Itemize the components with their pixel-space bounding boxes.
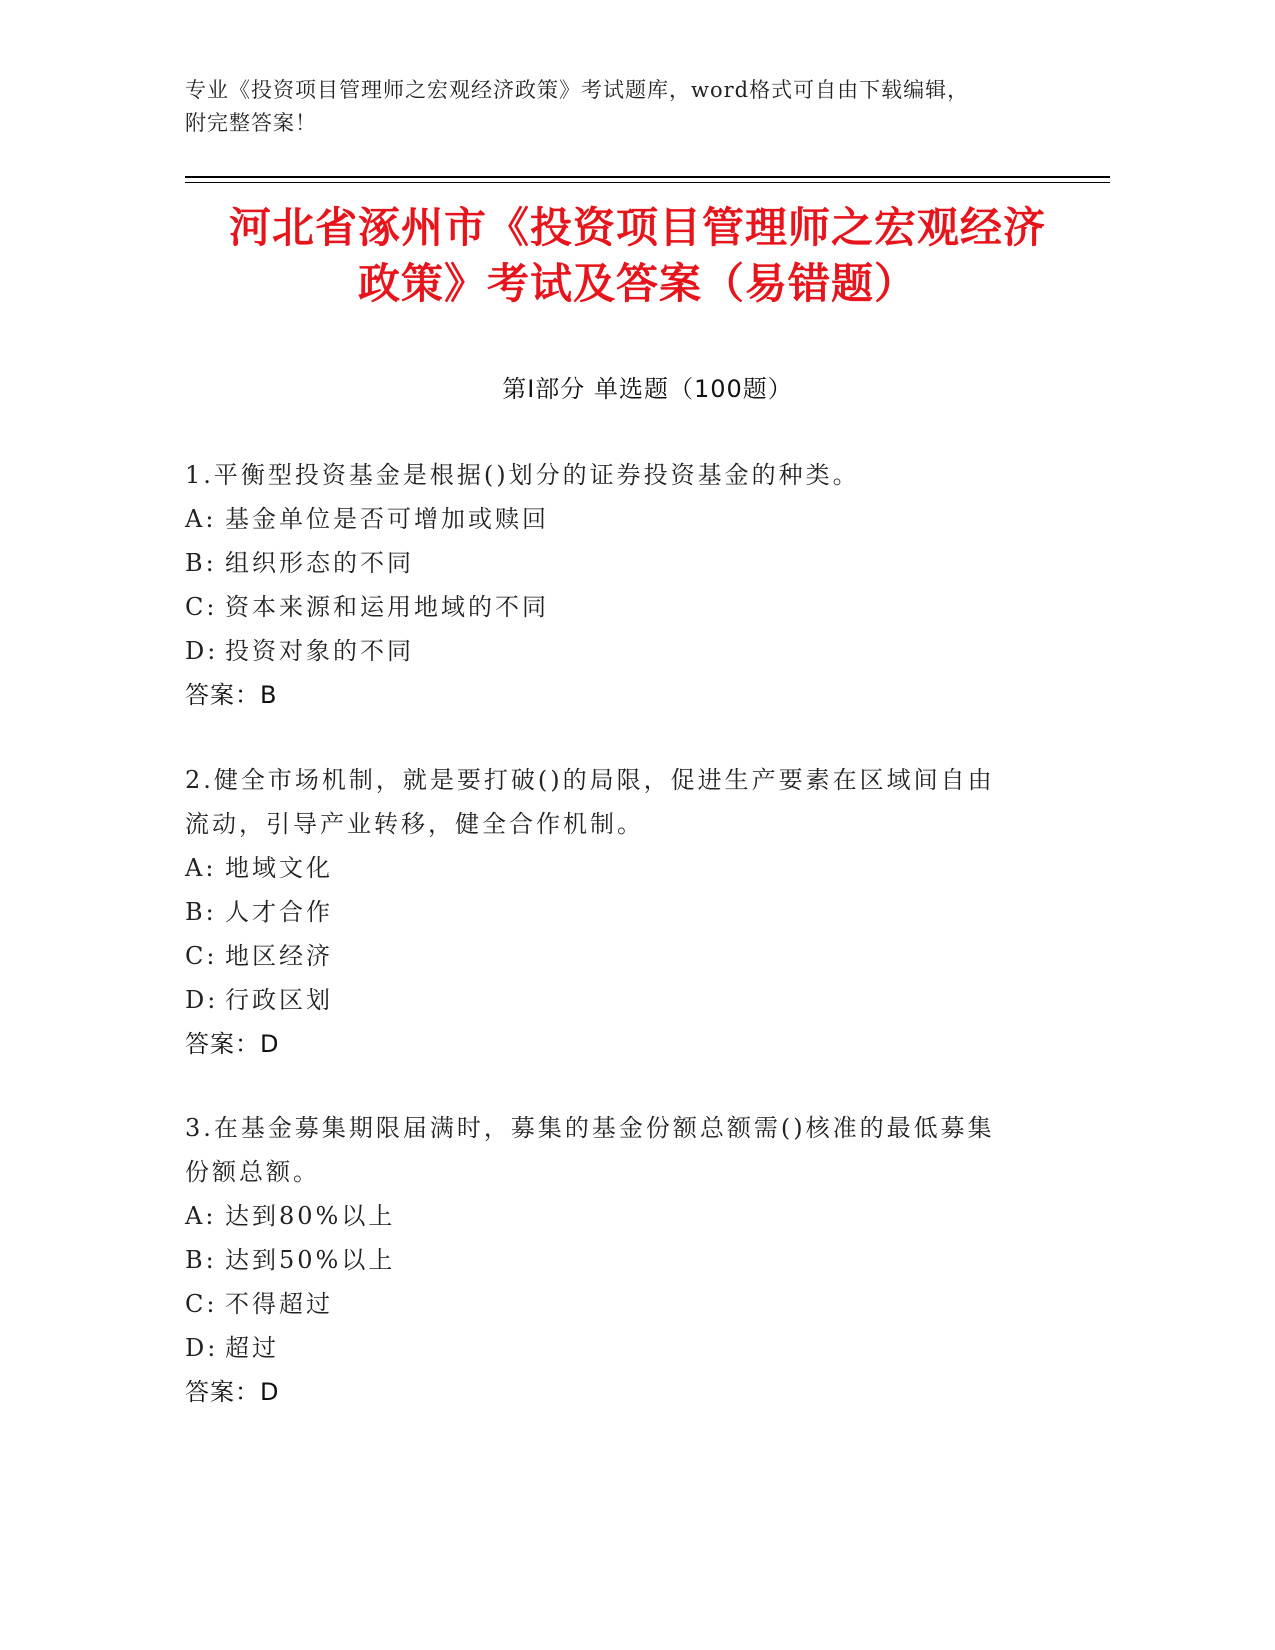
question-stem: 份额总额。 [185,1158,320,1186]
option-a [185,846,1065,890]
option-text: 基金单位是否可增加或赎回 [225,505,549,533]
question-stem: 2.健全市场机制，就是要打破()的局限，促进生产要素在区域间自由 [185,766,995,794]
option-key: D: [185,637,219,665]
option-text: 不得超过 [225,1290,333,1318]
option-key: A: [185,854,217,882]
option-d [185,1326,1065,1370]
option-c [185,1282,1065,1326]
option-key: C: [185,593,218,621]
question-stem: 1.平衡型投资基金是根据()划分的证券投资基金的种类。 [185,461,860,489]
option-b [185,1238,1065,1282]
option-key: C: [185,1290,218,1318]
option-c [185,934,1065,978]
question-stem: 流动，引导产业转移，健全合作机制。 [185,810,644,838]
option-b [185,890,1065,934]
option-text: 地域文化 [225,854,333,882]
option-text: 达到80%以上 [225,1202,396,1230]
document-title-line: 政策》考试及答案（易错题） [357,259,917,308]
option-text: 资本来源和运用地域的不同 [225,593,549,621]
header-note [185,74,1065,140]
option-a [185,1194,1065,1238]
option-key: B: [185,549,217,577]
option-text: 地区经济 [225,942,333,970]
question-block [185,758,1065,1066]
header-rule-thick [185,176,1110,178]
option-key: B: [185,898,217,926]
option-text: 投资对象的不同 [225,637,414,665]
answer-line: 答案：B [185,681,278,709]
question-block [185,1106,1065,1414]
option-text: 组织形态的不同 [225,549,414,577]
answer-line: 答案：D [185,1378,280,1406]
option-key: C: [185,942,218,970]
option-key: D: [185,1334,219,1362]
option-text: 行政区划 [225,986,333,1014]
document-title [160,200,1115,312]
option-c [185,585,1065,629]
option-key: D: [185,986,219,1014]
option-text: 人才合作 [225,898,333,926]
option-key: A: [185,1202,217,1230]
option-d [185,978,1065,1022]
option-key: A: [185,505,217,533]
question-block [185,453,1065,717]
option-text: 超过 [225,1334,279,1362]
option-a [185,497,1065,541]
document-title-line: 河北省涿州市《投资项目管理师之宏观经济 [228,203,1046,252]
option-text: 达到50%以上 [225,1246,396,1274]
question-stem: 3.在基金募集期限届满时，募集的基金份额总额需()核准的最低募集 [185,1114,995,1142]
option-d [185,629,1065,673]
answer-line: 答案：D [185,1030,280,1058]
header-rule-thin [185,182,1110,183]
header-note-line: 附完整答案！ [185,111,317,135]
option-b [185,541,1065,585]
header-note-line: 专业《投资项目管理师之宏观经济政策》考试题库，word格式可自由下载编辑， [185,78,970,102]
option-key: B: [185,1246,217,1274]
section-heading: 第Ⅰ部分 单选题（100题） [502,375,793,403]
